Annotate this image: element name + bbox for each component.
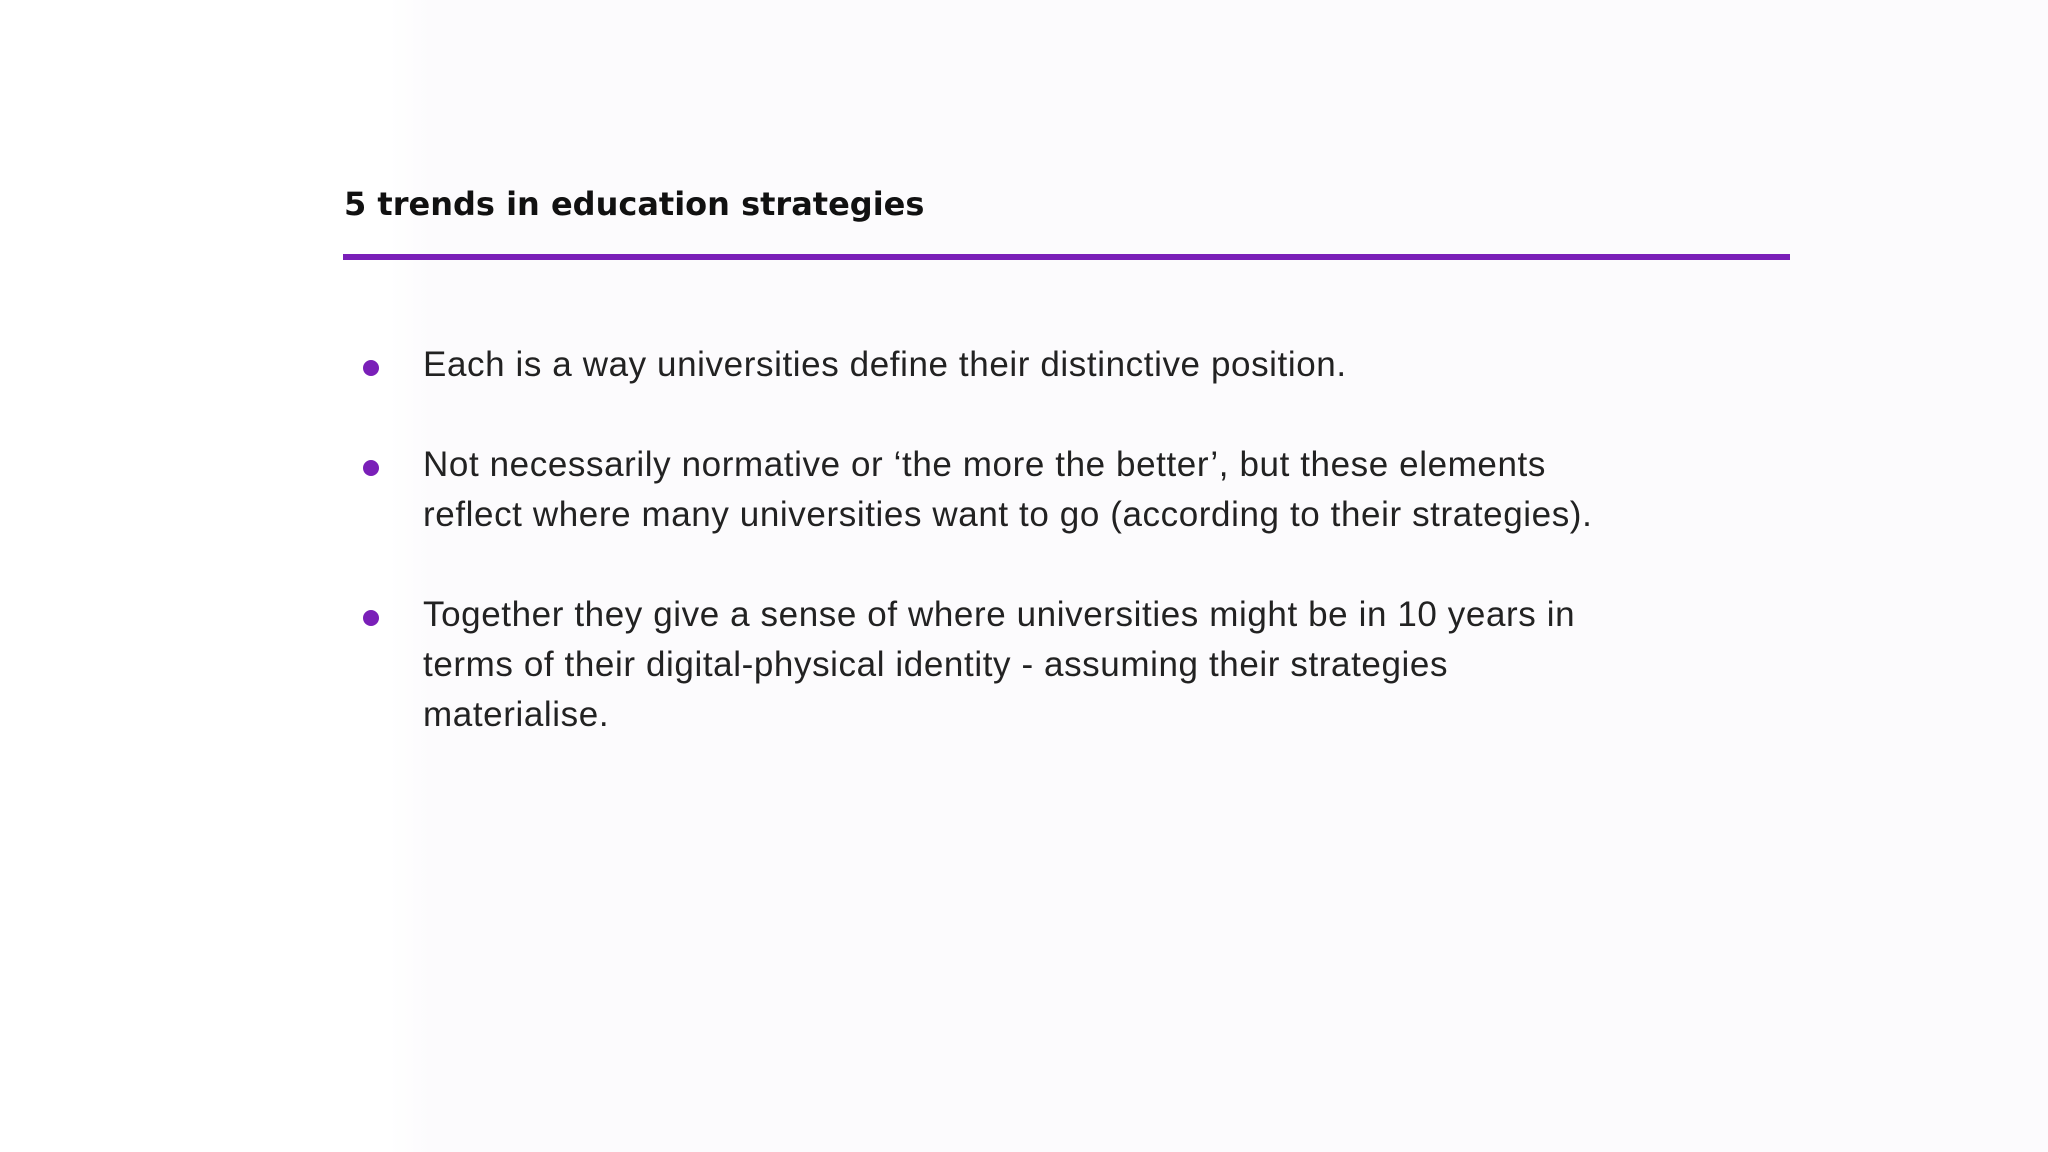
bullet-item bbox=[344, 340, 1644, 390]
slide-title: 5 trends in education strategies bbox=[344, 185, 925, 223]
bullet-item bbox=[344, 440, 1644, 540]
bullet-dot-icon bbox=[363, 460, 379, 476]
bullet-text: Each is a way universities define their distinctive position. bbox=[423, 345, 1347, 384]
bullet-dot-icon bbox=[363, 610, 379, 626]
bullet-item bbox=[344, 590, 1644, 740]
bullet-text: Not necessarily normative or ‘the more the better’, but these elements reflect where many universities want to go (according to their strategies). bbox=[423, 445, 1593, 534]
bullet-dot-icon bbox=[363, 360, 379, 376]
bullet-list bbox=[344, 340, 1644, 790]
title-divider bbox=[343, 254, 1790, 260]
bullet-text: Together they give a sense of where universities might be in 10 years in terms of their digital-physical identity - assuming their strategies materialise. bbox=[423, 595, 1576, 734]
